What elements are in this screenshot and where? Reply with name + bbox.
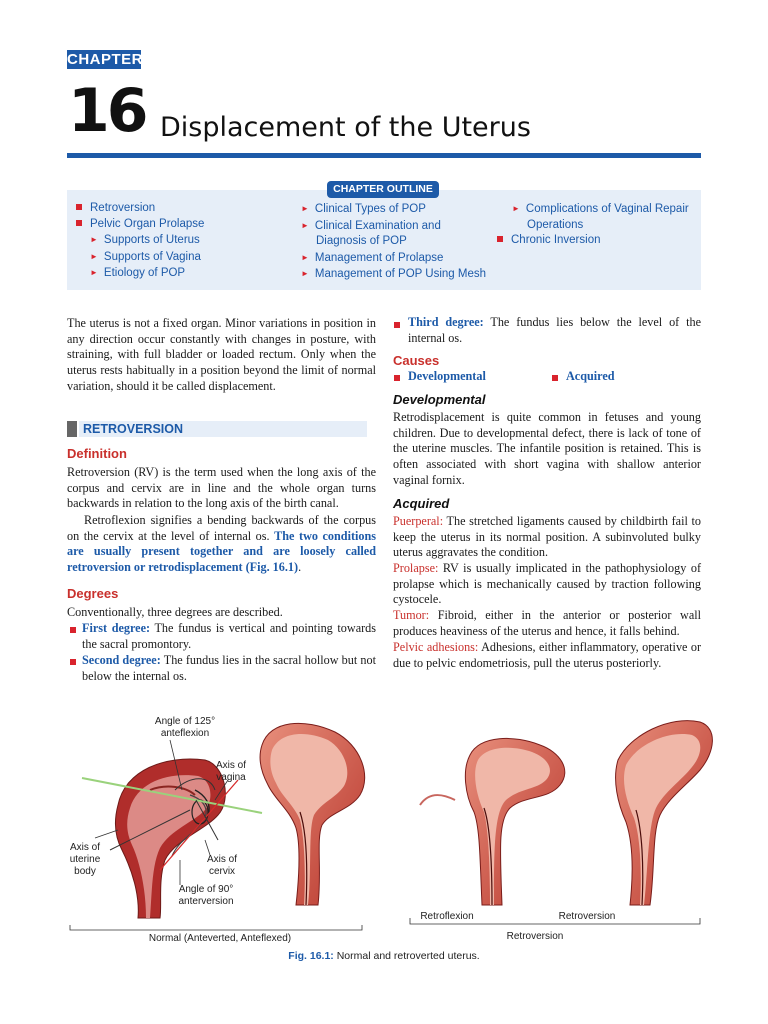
retroflexion-paragraph: Retroflexion signifies a bending backwards of the corpus on the cervix at the level of internal os. The two conditions are usually present together and are loosely called retroversion or retrodisplacement (Fig. 16.1). — [67, 513, 377, 575]
pelvic-adhesions-paragraph: Pelvic adhesions: Adhesions, either inflammatory, operative or due to pelvic endometriosis, pull the uterus posteriorly. — [393, 640, 701, 670]
acquired-heading: Acquired — [393, 496, 450, 511]
figure-caption: Fig. 16.1: Normal and retroverted uterus. — [288, 950, 480, 962]
chapter-outline-label: CHAPTER OUTLINE — [327, 181, 439, 198]
outline-item[interactable]: ► Clinical Types of POP — [301, 203, 426, 215]
tumor-paragraph: Tumor: Fibroid, either in the anterior or posterior wall produces heaviness of the uterus and hence, it falls behind. — [393, 608, 702, 638]
definition-heading: Definition — [67, 446, 127, 461]
square-bullet-icon — [70, 627, 76, 633]
label-normal: Normal (Anteverted, Anteflexed) — [148, 933, 292, 944]
chapter-title: Displacement of the Uterus — [160, 112, 531, 143]
square-bullet-icon — [394, 322, 400, 328]
degrees-heading: Degrees — [67, 586, 119, 601]
first-degree-item: First degree: The fundus is vertical and pointing towards the sacral promontory. — [82, 621, 376, 651]
label-axis-uterine-body: Axis of uterine body — [69, 842, 101, 877]
square-bullet-icon — [76, 204, 82, 210]
triangle-bullet-icon: ► — [301, 204, 309, 213]
outline-column-3 — [512, 201, 689, 249]
retroflexion-highlight: The two conditions are usually present together and are loosely called retroversion or retrodisplacement (Fig. 16.1) — [67, 528, 377, 575]
section-title: RETROVERSION — [83, 422, 184, 436]
puerperal-paragraph: Puerperal: The stretched ligaments caused by childbirth fail to keep the uterus in its normal position. A subinvoluted bulky uterus aggravates the condition. — [393, 514, 702, 560]
cause-acquired: Acquired — [566, 369, 615, 383]
section-heading-retroversion — [67, 420, 367, 438]
outline-item[interactable]: ► Complications of Vaginal Repair — [512, 203, 689, 215]
chapter-number: 16 — [68, 76, 146, 146]
cause-developmental: Developmental — [408, 369, 486, 383]
outline-item[interactable]: ► Supports of Vagina — [90, 250, 201, 263]
label-angle-90: Angle of 90° anterversion — [178, 884, 234, 907]
causes-heading: Causes — [393, 353, 440, 368]
triangle-bullet-icon: ► — [301, 220, 309, 230]
square-bullet-icon — [70, 659, 76, 665]
chapter-badge: CHAPTER — [67, 51, 144, 68]
outline-column-1 — [76, 201, 204, 282]
prolapse-paragraph: Prolapse: RV is usually implicated in the pathophysiology of prolapse which is mechanically caused by traction following cystocele. — [393, 561, 701, 607]
definition-paragraph: Retroversion (RV) is the term used when the long axis of the corpus and cervix are in line and the whole organ turns backwards in relation to the long axis of the birth canal. — [67, 465, 376, 511]
triangle-bullet-icon: ► — [90, 235, 98, 244]
title-rule — [67, 153, 701, 158]
square-bullet-icon — [394, 375, 400, 381]
uterus-figure — [0, 700, 768, 950]
outline-item[interactable]: ► Supports of Uterus — [90, 234, 200, 246]
section-marker — [67, 421, 77, 437]
outline-item-continuation[interactable]: Operations — [527, 218, 584, 231]
retroversion-uterus-drawing — [616, 721, 713, 905]
outline-item[interactable]: ► Management of Prolapse — [301, 251, 444, 264]
outline-item[interactable]: Retroversion — [76, 201, 204, 217]
developmental-paragraph: Retrodisplacement is quite common in fetuses and young children. Due to developmental defect, there is lack of tone of the uterine muscles. The infantile position is retained. This is often associated with short vagina with shallow anterior vaginal fornix. — [393, 410, 701, 487]
outline-item[interactable]: ► Management of POP Using Mesh — [301, 268, 487, 280]
outline-item[interactable]: Chronic Inversion — [497, 233, 689, 249]
outline-item[interactable]: ► Clinical Examination and — [301, 219, 441, 232]
label-axis-vagina: Axis of vagina — [215, 760, 246, 783]
outline-column-2 — [301, 201, 486, 283]
label-retroversion-small: Retroversion — [558, 911, 616, 922]
square-bullet-icon — [552, 375, 558, 381]
triangle-bullet-icon: ► — [512, 204, 520, 213]
third-degree-item: Third degree: The fundus lies below the level of the internal os. — [408, 315, 702, 345]
retroflexion-uterus-drawing — [420, 738, 565, 905]
triangle-bullet-icon: ► — [301, 269, 309, 278]
normal-bracket — [70, 925, 362, 930]
triangle-bullet-icon: ► — [90, 268, 98, 277]
label-retroversion-group: Retroversion — [506, 931, 564, 942]
degrees-intro: Conventionally, three degrees are described. — [67, 605, 283, 619]
developmental-heading: Developmental — [393, 392, 486, 407]
triangle-bullet-icon: ► — [90, 251, 98, 261]
outline-item[interactable]: Pelvic Organ Prolapse — [76, 217, 204, 233]
retroflexed-uterus-drawing-1 — [260, 723, 365, 905]
square-bullet-icon — [497, 236, 503, 242]
outline-item-continuation[interactable]: Diagnosis of POP — [316, 235, 407, 247]
triangle-bullet-icon: ► — [301, 252, 309, 262]
label-retroflexion: Retroflexion — [420, 911, 474, 922]
square-bullet-icon — [76, 220, 82, 226]
outline-item[interactable]: ► Etiology of POP — [90, 267, 186, 279]
intro-paragraph: The uterus is not a fixed organ. Minor variations in position in any direction occur constantly with changes in posture, with straining, with full bladder or loaded rectum. Only when the uterus rests habitually in a position beyond the limit of normal variation, should it be called displacement. — [67, 316, 376, 393]
second-degree-item: Second degree: The fundus lies in the sacral hollow but not below the internal os. — [82, 653, 376, 683]
label-axis-cervix: Axis of cervix — [206, 854, 237, 877]
label-angle-125: Angle of 125° anteflexion — [154, 716, 216, 739]
